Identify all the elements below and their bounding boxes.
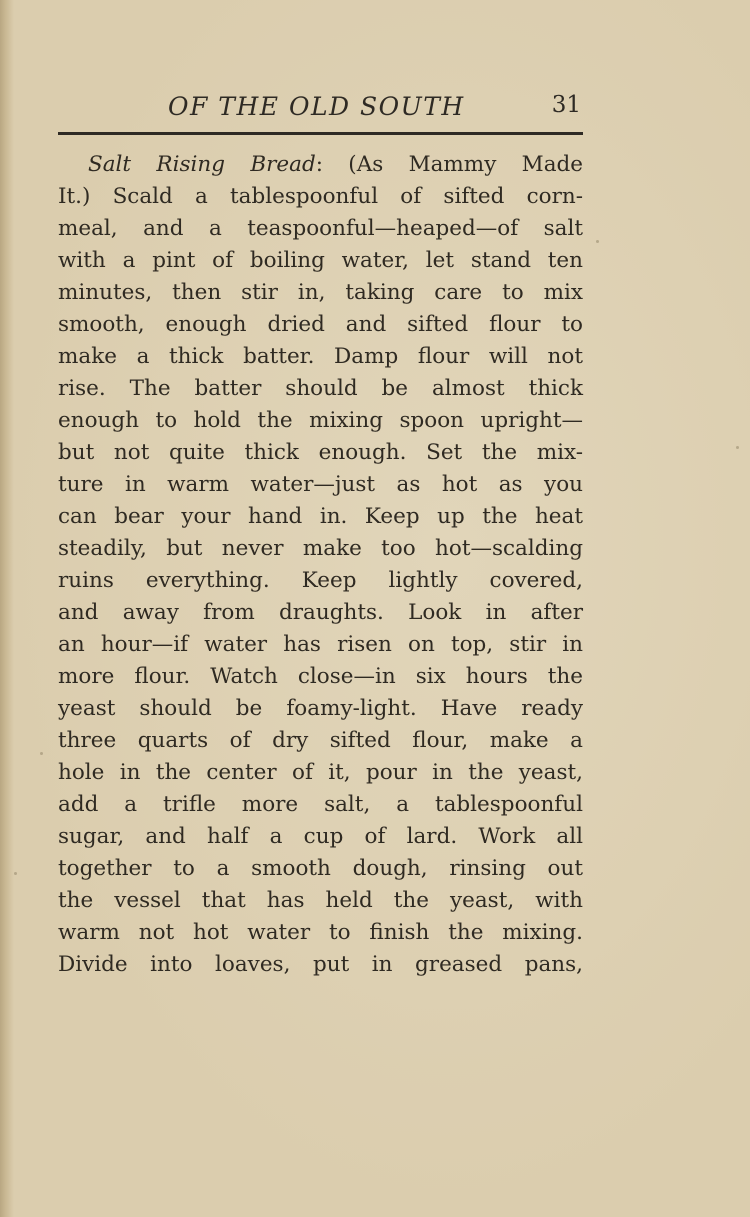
binding-edge xyxy=(0,0,14,1217)
text-line-1-rest: : (As Mammy Made xyxy=(315,152,583,177)
text-line-18: yeast should be foamy-light. Have ready xyxy=(58,696,583,721)
text-line-15: and away from draughts. Look in after xyxy=(58,600,583,625)
text-line-10: but not quite thick enough. Set the mix- xyxy=(58,440,583,465)
text-line-21: add a trifle more salt, a tablespoonful xyxy=(58,792,583,817)
text-line-7: make a thick batter. Damp flour will not xyxy=(58,344,583,369)
text-line-9: enough to hold the mixing spoon upright— xyxy=(58,408,583,433)
header-rule xyxy=(58,132,583,135)
text-line-26: Divide into loaves, put in greased pans, xyxy=(58,952,583,977)
paper-speck xyxy=(40,752,43,755)
text-line-4: with a pint of boiling water, let stand ten xyxy=(58,248,583,273)
text-line-16: an hour—if water has risen on top, stir in xyxy=(58,632,583,657)
paper-speck xyxy=(14,872,17,875)
text-line-14: ruins everything. Keep lightly covered, xyxy=(58,568,583,593)
text-line-1 xyxy=(58,149,583,181)
text-line-2: It.) Scald a tablespoonful of sifted corn- xyxy=(58,184,583,209)
running-title: OF THE OLD SOUTH xyxy=(168,92,465,121)
text-line-13: steadily, but never make too hot—scalding xyxy=(58,536,583,561)
text-line-22: sugar, and half a cup of lard. Work all xyxy=(58,824,583,849)
text-line-8: rise. The batter should be almost thick xyxy=(58,376,583,401)
paper-speck xyxy=(596,240,599,243)
paper-speck xyxy=(736,446,739,449)
page-number: 31 xyxy=(551,92,581,118)
text-line-12: can bear your hand in. Keep up the heat xyxy=(58,504,583,529)
text-line-25: warm not hot water to finish the mixing. xyxy=(58,920,583,945)
text-line-23: together to a smooth dough, rinsing out xyxy=(58,856,583,881)
text-line-3: meal, and a teaspoonful—heaped—of salt xyxy=(58,216,583,241)
text-line-6: smooth, enough dried and sifted flour to xyxy=(58,312,583,337)
running-head xyxy=(58,88,583,128)
recipe-paragraph xyxy=(58,149,583,981)
text-line-19: three quarts of dry sifted flour, make a xyxy=(58,728,583,753)
text-line-24: the vessel that has held the yeast, with xyxy=(58,888,583,913)
text-line-11: ture in warm water—just as hot as you xyxy=(58,472,583,497)
recipe-title: Salt Rising Bread xyxy=(88,152,316,177)
text-line-5: minutes, then stir in, taking care to mix xyxy=(58,280,583,305)
text-line-17: more flour. Watch close—in six hours the xyxy=(58,664,583,689)
text-line-20: hole in the center of it, pour in the yeast, xyxy=(58,760,583,785)
